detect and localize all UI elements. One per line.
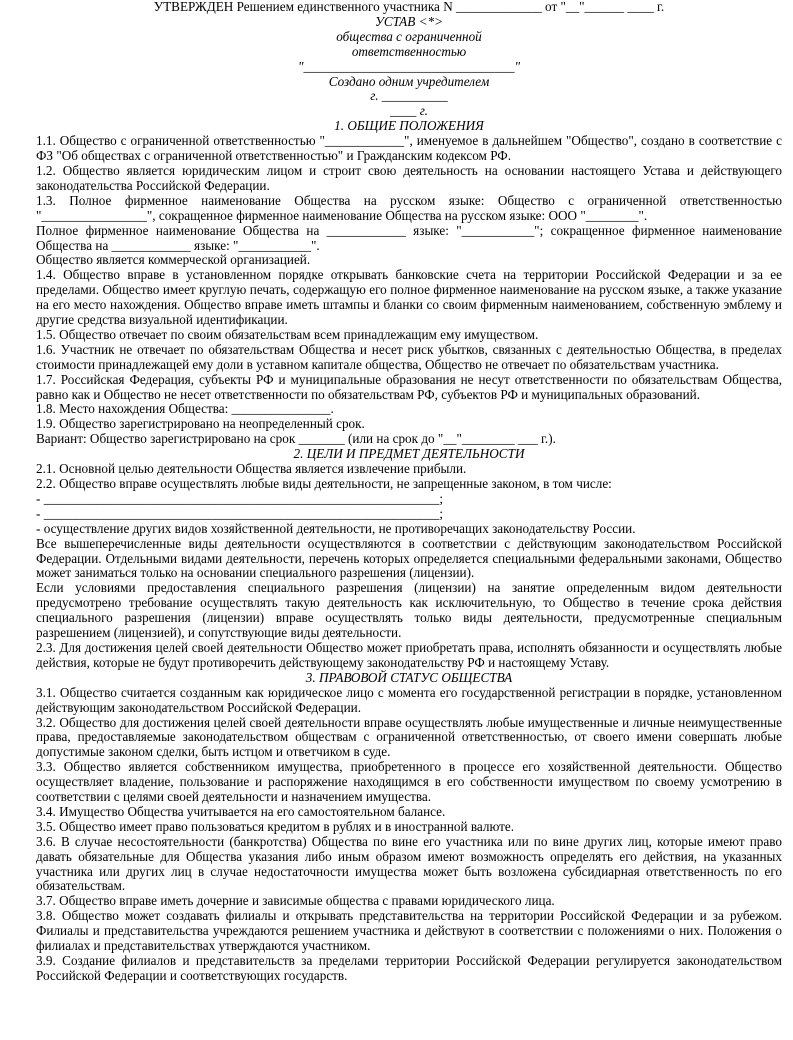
- paragraph: 3.9. Создание филиалов и представительств за пределами территории Российской Федерации регулируется законодательством Российской Федерации и соответствующих государств.: [36, 953, 782, 983]
- paragraph: 3.1. Общество считается созданным как юридическое лицо с момента его государственной регистрации в порядке, установленном действующим законодательством Российской Федерации.: [36, 684, 782, 715]
- approval-text: Решением единственного участника N _____________ от "__"______ ____ г.: [233, 0, 665, 14]
- paragraph: 2.3. Для достижения целей своей деятельности Общество может приобретать права, исполнять обязанности и осуществлять любые действия, которые не будут противоречить действующему законодательству РФ и настоящему Уставу.: [36, 639, 782, 670]
- section-title-legal-status: 3. ПРАВОВОЙ СТАТУС ОБЩЕСТВА: [305, 669, 513, 685]
- paragraph: Если условиями предоставления специального разрешения (лицензии) на занятие определенным видом деятельности предусмотрено требование осуществлять такую деятельность как исключительную, то Общество в течение срока действия специального разрешения (лицензии) вправе осуществлять только виды деятельности, предусмотренные специальным разрешением (лицензией), и сопутствующие виды деятельности.: [36, 580, 782, 641]
- paragraph: 3.6. В случае несостоятельности (банкротства) Общества по вине его участника или по вине других лиц, которые имеют право давать обязательные для Общества указания либо иным образом имеют возможность определять его действия, на указанных участника или других лиц в случае недостаточности имущества может быть возложена субсидиарная ответственность по его обязательствам.: [36, 833, 782, 894]
- founder-note: Создано одним учредителем: [328, 73, 490, 89]
- activity-blank-line: - ____________________________________________________________;: [36, 505, 443, 521]
- company-form-line-2: ответственностью: [351, 43, 467, 59]
- paragraph: 1.2. Общество является юридическим лицом и строит свою деятельность на основании настоящего Устава и действующего законодательства Российской Федерации.: [36, 162, 782, 193]
- paragraph: 1.5. Общество отвечает по своим обязательствам всем принадлежащим ему имуществом.: [36, 326, 539, 342]
- year-blank: ____ г.: [390, 103, 428, 119]
- paragraph: 3.7. Общество вправе иметь дочерние и зависимые общества с правами юридического лица.: [36, 893, 555, 909]
- paragraph: 3.2. Общество для достижения целей своей деятельности вправе осуществлять любые имущественные и личные неимущественные права, предоставляемые законодательством обществам с ограниченной ответственностью, от своего имени совершать любые допустимые законом сделки, быть истцом и ответчиком в суде.: [36, 714, 782, 760]
- paragraph: 2.1. Основной целью деятельности Общества является извлечение прибыли.: [36, 461, 467, 477]
- paragraph: 1.1. Общество с ограниченной ответственностью "____________", именуемое в дальнейшем "Общество", создано в соответствие с ФЗ "Об обществах с ограниченной ответственностью" и Гражданским кодексом РФ.: [36, 133, 782, 164]
- charter-title: УСТАВ <*>: [375, 13, 443, 29]
- paragraph: 3.3. Общество является собственником имущества, приобретенного в процессе его хозяйственной деятельности. Общество осуществляет владение, пользование и распоряжение находящимся в его собственности имуществом по своему усмотрению в соответствии с целями своей деятельности и назначением имущества.: [36, 759, 782, 805]
- paragraph: 3.4. Имущество Общества учитывается на его самостоятельном балансе.: [36, 803, 446, 819]
- paragraph: 3.8. Общество может создавать филиалы и открывать представительства на территории Российской Федерации и за рубежом. Филиалы и представительства учреждаются решением участника и действуют в соответствии с положениями о них. Положения о филиалах и представительствах утверждаются участником.: [36, 908, 782, 954]
- paragraph: Общество является коммерческой организацией.: [36, 252, 311, 268]
- paragraph: Вариант: Общество зарегистрировано на срок _______ (или на срок до "__"________ ___ г.).: [36, 431, 556, 447]
- company-form-line-1: общества с ограниченной: [336, 28, 482, 44]
- activity-blank-line: - ____________________________________________________________;: [36, 490, 443, 506]
- paragraph: Все вышеперечисленные виды деятельности осуществляются в соответствии с действующим законодательством Российской Федерации. Отдельными видами деятельности, перечень которых определяется специальными федеральными законами, Общество может заниматься только на основании специального разрешения (лицензии).: [36, 535, 782, 581]
- paragraph: 1.4. Общество вправе в установленном порядке открывать банковские счета на территории Российской Федерации и за ее пределами. Общество имеет круглую печать, содержащую его полное фирменное наименование на русском языке, а также указание на его место нахождения. Общество вправе иметь штампы и бланки со своим фирменным наименованием, собственную эмблему и другие средства визуальной идентификации.: [36, 267, 782, 328]
- paragraph: 2.2. Общество вправе осуществлять любые виды деятельности, не запрещенные законом, в том числе:: [36, 476, 612, 491]
- paragraph: - осуществление других видов хозяйственной деятельности, не противоречащих законодательству России.: [36, 520, 636, 536]
- approval-prefix: УТВЕРЖДЕН: [153, 0, 234, 14]
- section-title-goals: 2. ЦЕЛИ И ПРЕДМЕТ ДЕЯТЕЛЬНОСТИ: [293, 446, 525, 462]
- company-name-blank: "________________________________": [297, 58, 521, 74]
- paragraph: 1.3. Полное фирменное наименование Общества на русском языке: Общество с ограниченной ответственностью "________________", сокращенное фирменное наименование Общества на русском языке: ООО "________".: [36, 192, 782, 223]
- paragraph: 3.5. Общество имеет право пользоваться кредитом в рублях и в иностранной валюте.: [36, 818, 515, 834]
- paragraph: 1.6. Участник не отвечает по обязательствам Общества и несет риск убытков, связанных с деятельностью Общества, в пределах стоимости принадлежащей ему доли в уставном капитале общества, Общество не отвечает по обязательствам участника.: [36, 341, 782, 372]
- city-blank: г. __________: [370, 88, 448, 104]
- section-title-general: 1. ОБЩИЕ ПОЛОЖЕНИЯ: [334, 118, 484, 134]
- paragraph: 1.7. Российская Федерация, субъекты РФ и муниципальные образования не несут ответственности по обязательствам Общества, равно как и Общество не несет ответственности по обязательствам РФ, субъектов РФ и муниципальных образований.: [36, 371, 782, 402]
- paragraph: 1.9. Общество зарегистрировано на неопределенный срок.: [36, 416, 365, 432]
- approval-line: [36, 0, 782, 15]
- paragraph: 1.8. Место нахождения Общества: _______________.: [36, 401, 334, 417]
- paragraph: Полное фирменное наименование Общества на ____________ языке: "___________"; сокращенное фирменное наименование Общества на ____________ языке: "___________".: [36, 222, 782, 253]
